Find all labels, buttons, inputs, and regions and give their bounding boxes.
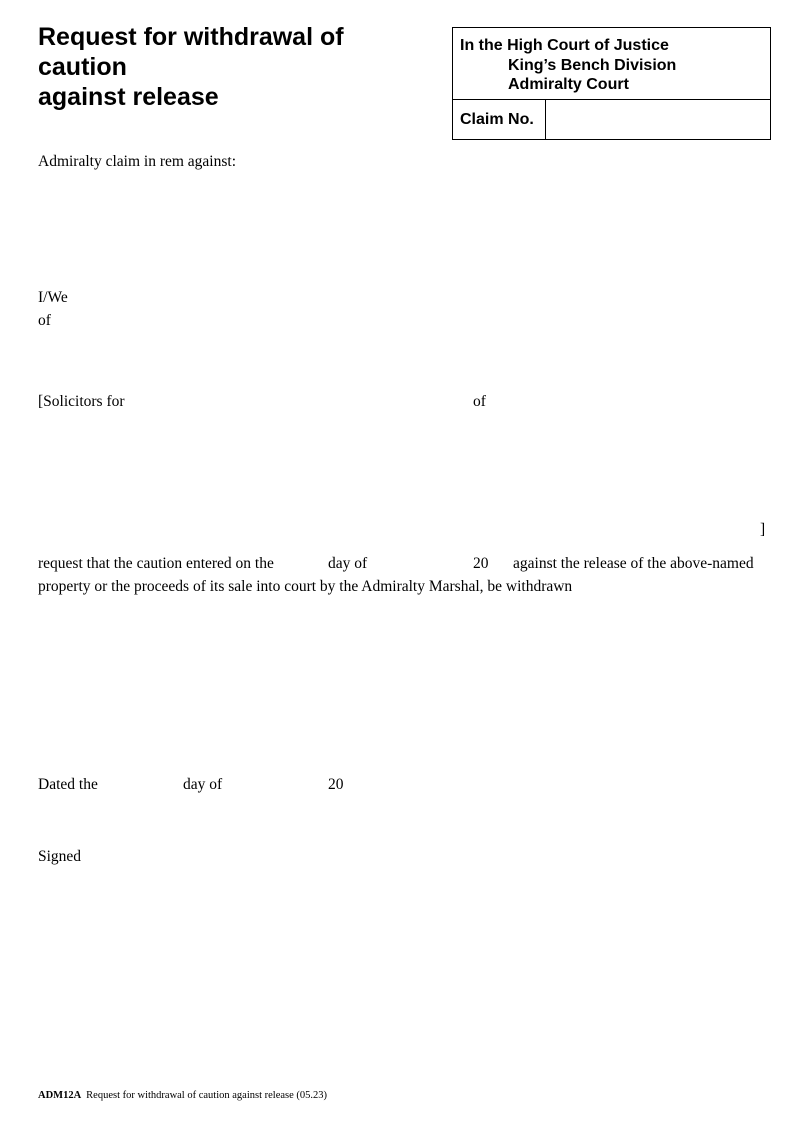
claim-no-label: Claim No. [460,111,534,128]
form-title-line2: against release [38,83,219,111]
request-text-part1: request that the caution entered on the [38,555,274,572]
court-details-box [452,27,771,140]
request-year-prefix: 20 [473,555,489,572]
court-division: King’s Bench Division [508,57,677,74]
form-code: ADM12A [38,1090,82,1101]
dated-year-prefix: 20 [328,776,344,793]
dated-label: Dated the [38,776,98,793]
form-footer [38,1089,327,1103]
solicitors-of-label: of [473,393,486,410]
request-text-part2: against the release of the above-named [513,555,754,572]
claim-no-label-cell [453,100,546,140]
court-name: In the High Court of Justice [460,37,669,54]
of-label: of [38,312,51,329]
court-heading-cell [453,28,770,100]
dated-day-of-label: day of [183,776,223,793]
form-footer-text: Request for withdrawal of caution against release (05.23) [86,1090,328,1101]
form-title-line1: Request for withdrawal of caution [38,23,344,81]
form-title [38,22,438,112]
claim-in-rem-label: Admiralty claim in rem against: [38,153,237,170]
solicitors-for-label: [Solicitors for [38,393,125,410]
claim-no-field[interactable] [546,100,770,140]
iwe-label: I/We [38,289,68,306]
request-day-of-label: day of [328,555,368,572]
request-text-line2: property or the proceeds of its sale into court by the Admiralty Marshal, be withdrawn [38,578,573,595]
closing-bracket: ] [760,521,766,538]
signed-label: Signed [38,848,82,865]
court-subdivision: Admiralty Court [508,76,629,93]
